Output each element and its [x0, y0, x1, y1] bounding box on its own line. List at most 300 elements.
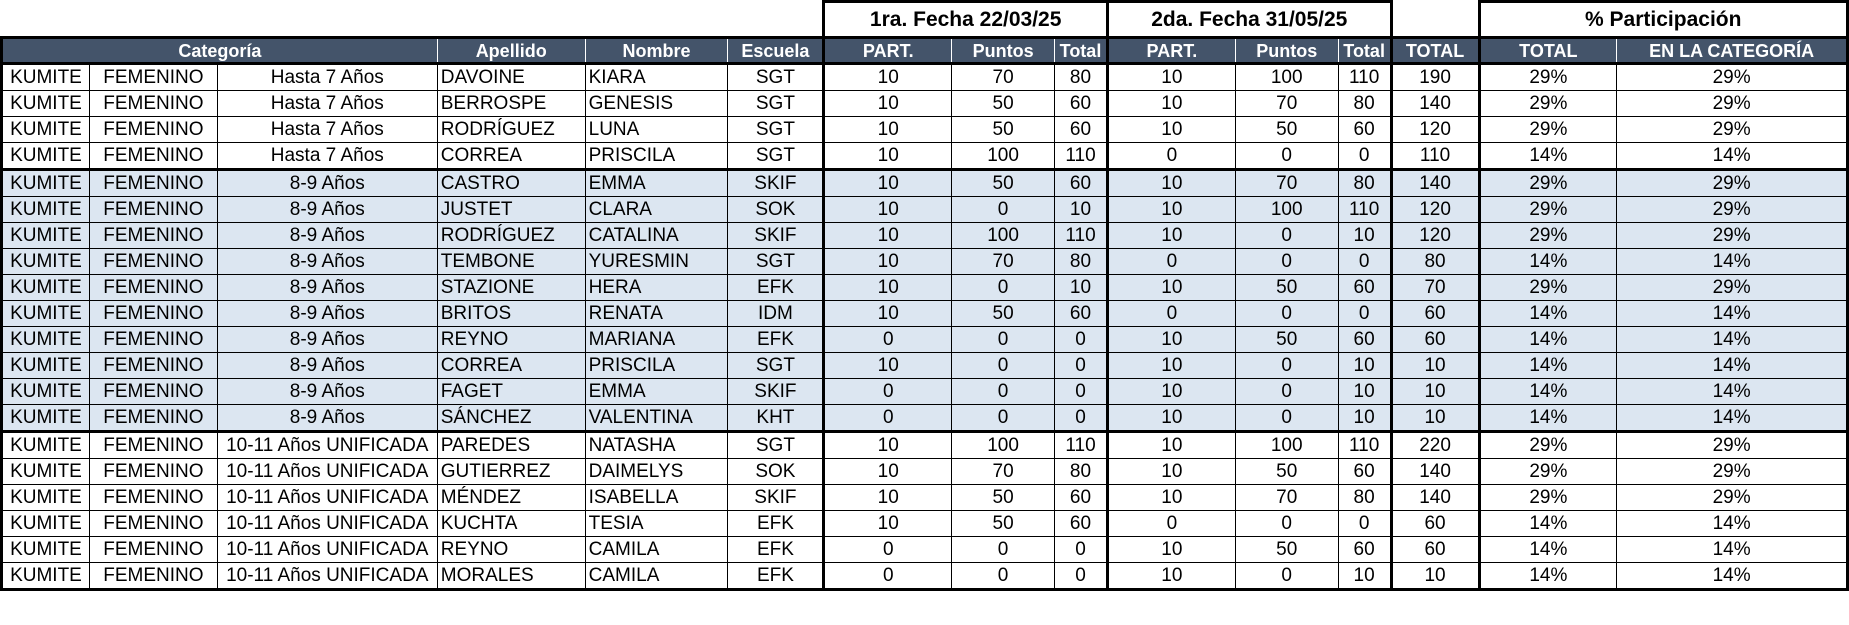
part-2-cell: 10	[1107, 485, 1235, 511]
part-1-cell: 0	[824, 327, 952, 353]
escuela-cell: SKIF	[728, 170, 824, 197]
apellido-cell: RODRÍGUEZ	[437, 223, 585, 249]
puntos-1-cell: 0	[952, 405, 1055, 432]
genero-cell: FEMENINO	[89, 143, 217, 170]
genero-cell: FEMENINO	[89, 301, 217, 327]
apellido-cell: MORALES	[437, 563, 585, 590]
part-2-cell: 10	[1107, 117, 1235, 143]
part-2-cell: 10	[1107, 275, 1235, 301]
total-2-cell: 110	[1338, 64, 1391, 91]
total-1-cell: 110	[1055, 223, 1108, 249]
puntos-2-cell: 50	[1235, 459, 1338, 485]
fecha-2-header: 2da. Fecha 31/05/25	[1107, 2, 1391, 38]
apellido-cell: CORREA	[437, 143, 585, 170]
modalidad-cell: KUMITE	[2, 275, 90, 301]
categoria-cell: 8-9 Años	[217, 275, 437, 301]
total-2-cell: 0	[1338, 143, 1391, 170]
total-2-cell: 110	[1338, 197, 1391, 223]
puntos-1-cell: 100	[952, 432, 1055, 459]
apellido-cell: BRITOS	[437, 301, 585, 327]
escuela-cell: SKIF	[728, 485, 824, 511]
col-escuela: Escuela	[728, 38, 824, 64]
puntos-2-cell: 100	[1235, 197, 1338, 223]
total-cell: 10	[1391, 405, 1479, 432]
apellido-cell: RODRÍGUEZ	[437, 117, 585, 143]
escuela-cell: KHT	[728, 405, 824, 432]
table-row	[2, 275, 1848, 301]
part-2-cell: 10	[1107, 379, 1235, 405]
col-puntos-1: Puntos	[952, 38, 1055, 64]
part-1-cell: 10	[824, 432, 952, 459]
total-1-cell: 0	[1055, 327, 1108, 353]
pct-total-cell: 29%	[1479, 170, 1617, 197]
genero-cell: FEMENINO	[89, 353, 217, 379]
total-1-cell: 60	[1055, 511, 1108, 537]
total-2-cell: 60	[1338, 327, 1391, 353]
total-1-cell: 10	[1055, 197, 1108, 223]
categoria-cell: 8-9 Años	[217, 223, 437, 249]
genero-cell: FEMENINO	[89, 91, 217, 117]
puntos-1-cell: 50	[952, 91, 1055, 117]
pct-total-cell: 29%	[1479, 64, 1617, 91]
part-1-cell: 0	[824, 379, 952, 405]
part-2-cell: 0	[1107, 301, 1235, 327]
part-2-cell: 10	[1107, 563, 1235, 590]
pct-total-cell: 29%	[1479, 91, 1617, 117]
modalidad-cell: KUMITE	[2, 327, 90, 353]
date-header-row	[2, 2, 1848, 38]
nombre-cell: DAIMELYS	[585, 459, 728, 485]
total-cell: 120	[1391, 223, 1479, 249]
part-2-cell: 10	[1107, 327, 1235, 353]
puntos-1-cell: 70	[952, 459, 1055, 485]
total-2-cell: 10	[1338, 563, 1391, 590]
part-1-cell: 10	[824, 197, 952, 223]
col-part-2: PART.	[1107, 38, 1235, 64]
col-categoria: Categoría	[2, 38, 438, 64]
escuela-cell: EFK	[728, 511, 824, 537]
apellido-cell: REYNO	[437, 327, 585, 353]
part-1-cell: 10	[824, 64, 952, 91]
total-1-cell: 60	[1055, 170, 1108, 197]
nombre-cell: VALENTINA	[585, 405, 728, 432]
nombre-cell: CAMILA	[585, 563, 728, 590]
categoria-cell: 10-11 Años UNIFICADA	[217, 459, 437, 485]
genero-cell: FEMENINO	[89, 485, 217, 511]
total-1-cell: 60	[1055, 91, 1108, 117]
escuela-cell: SGT	[728, 143, 824, 170]
part-1-cell: 10	[824, 143, 952, 170]
categoria-cell: Hasta 7 Años	[217, 64, 437, 91]
total-2-cell: 80	[1338, 485, 1391, 511]
puntos-1-cell: 50	[952, 117, 1055, 143]
apellido-cell: DAVOINE	[437, 64, 585, 91]
modalidad-cell: KUMITE	[2, 459, 90, 485]
modalidad-cell: KUMITE	[2, 64, 90, 91]
modalidad-cell: KUMITE	[2, 170, 90, 197]
part-1-cell: 10	[824, 249, 952, 275]
genero-cell: FEMENINO	[89, 459, 217, 485]
part-1-cell: 10	[824, 91, 952, 117]
total-1-cell: 60	[1055, 485, 1108, 511]
modalidad-cell: KUMITE	[2, 143, 90, 170]
total-1-cell: 110	[1055, 432, 1108, 459]
total-1-cell: 80	[1055, 459, 1108, 485]
nombre-cell: CAMILA	[585, 537, 728, 563]
part-1-cell: 0	[824, 537, 952, 563]
table-row	[2, 563, 1848, 590]
part-1-cell: 10	[824, 301, 952, 327]
pct-categoria-cell: 29%	[1617, 197, 1848, 223]
part-1-cell: 0	[824, 405, 952, 432]
total-2-cell: 110	[1338, 432, 1391, 459]
categoria-cell: Hasta 7 Años	[217, 91, 437, 117]
puntos-1-cell: 100	[952, 143, 1055, 170]
categoria-cell: 8-9 Años	[217, 405, 437, 432]
modalidad-cell: KUMITE	[2, 353, 90, 379]
nombre-cell: CLARA	[585, 197, 728, 223]
total-2-cell: 0	[1338, 249, 1391, 275]
categoria-cell: Hasta 7 Años	[217, 143, 437, 170]
escuela-cell: IDM	[728, 301, 824, 327]
modalidad-cell: KUMITE	[2, 117, 90, 143]
puntos-2-cell: 100	[1235, 64, 1338, 91]
total-cell: 110	[1391, 143, 1479, 170]
modalidad-cell: KUMITE	[2, 405, 90, 432]
part-2-cell: 0	[1107, 143, 1235, 170]
col-total: TOTAL	[1391, 38, 1479, 64]
modalidad-cell: KUMITE	[2, 432, 90, 459]
table-row	[2, 64, 1848, 91]
escuela-cell: SKIF	[728, 379, 824, 405]
escuela-cell: EFK	[728, 327, 824, 353]
pct-total-cell: 29%	[1479, 223, 1617, 249]
total-2-cell: 60	[1338, 117, 1391, 143]
nombre-cell: NATASHA	[585, 432, 728, 459]
total-2-cell: 60	[1338, 537, 1391, 563]
categoria-cell: 10-11 Años UNIFICADA	[217, 485, 437, 511]
table-row	[2, 91, 1848, 117]
table-row	[2, 249, 1848, 275]
categoria-cell: 8-9 Años	[217, 170, 437, 197]
puntos-2-cell: 70	[1235, 170, 1338, 197]
total-1-cell: 10	[1055, 275, 1108, 301]
modalidad-cell: KUMITE	[2, 379, 90, 405]
genero-cell: FEMENINO	[89, 275, 217, 301]
pct-total-cell: 14%	[1479, 563, 1617, 590]
pct-categoria-cell: 29%	[1617, 223, 1848, 249]
table-row	[2, 485, 1848, 511]
modalidad-cell: KUMITE	[2, 485, 90, 511]
pct-categoria-cell: 14%	[1617, 563, 1848, 590]
table-row	[2, 117, 1848, 143]
nombre-cell: LUNA	[585, 117, 728, 143]
total-cell: 60	[1391, 327, 1479, 353]
puntos-1-cell: 50	[952, 485, 1055, 511]
total-2-cell: 80	[1338, 91, 1391, 117]
puntos-2-cell: 50	[1235, 117, 1338, 143]
table-row	[2, 511, 1848, 537]
total-2-cell: 0	[1338, 301, 1391, 327]
part-2-cell: 10	[1107, 353, 1235, 379]
part-1-cell: 10	[824, 117, 952, 143]
apellido-cell: JUSTET	[437, 197, 585, 223]
categoria-cell: 8-9 Años	[217, 301, 437, 327]
table-row	[2, 432, 1848, 459]
total-cell: 140	[1391, 485, 1479, 511]
part-1-cell: 10	[824, 170, 952, 197]
pct-total-cell: 14%	[1479, 379, 1617, 405]
genero-cell: FEMENINO	[89, 327, 217, 353]
apellido-cell: SÁNCHEZ	[437, 405, 585, 432]
part-1-cell: 0	[824, 563, 952, 590]
categoria-cell: 8-9 Años	[217, 379, 437, 405]
genero-cell: FEMENINO	[89, 223, 217, 249]
table-row	[2, 170, 1848, 197]
pct-categoria-cell: 29%	[1617, 432, 1848, 459]
total-cell: 10	[1391, 563, 1479, 590]
part-2-cell: 0	[1107, 249, 1235, 275]
total-cell: 140	[1391, 170, 1479, 197]
categoria-cell: 8-9 Años	[217, 327, 437, 353]
total-1-cell: 0	[1055, 537, 1108, 563]
categoria-cell: 8-9 Años	[217, 197, 437, 223]
pct-total-cell: 14%	[1479, 537, 1617, 563]
apellido-cell: GUTIERREZ	[437, 459, 585, 485]
pct-total-cell: 29%	[1479, 275, 1617, 301]
pct-categoria-cell: 29%	[1617, 64, 1848, 91]
puntos-1-cell: 0	[952, 353, 1055, 379]
pct-total-cell: 14%	[1479, 353, 1617, 379]
escuela-cell: SOK	[728, 197, 824, 223]
modalidad-cell: KUMITE	[2, 223, 90, 249]
total-1-cell: 0	[1055, 353, 1108, 379]
total-cell: 140	[1391, 459, 1479, 485]
modalidad-cell: KUMITE	[2, 91, 90, 117]
total-1-cell: 0	[1055, 405, 1108, 432]
pct-categoria-cell: 29%	[1617, 459, 1848, 485]
puntos-2-cell: 0	[1235, 301, 1338, 327]
part-2-cell: 10	[1107, 405, 1235, 432]
total-1-cell: 60	[1055, 301, 1108, 327]
total-cell: 190	[1391, 64, 1479, 91]
puntos-2-cell: 70	[1235, 91, 1338, 117]
part-2-cell: 10	[1107, 459, 1235, 485]
total-2-cell: 10	[1338, 353, 1391, 379]
puntos-2-cell: 50	[1235, 327, 1338, 353]
total-1-cell: 60	[1055, 117, 1108, 143]
pct-categoria-cell: 14%	[1617, 327, 1848, 353]
part-2-cell: 0	[1107, 511, 1235, 537]
nombre-cell: TESIA	[585, 511, 728, 537]
categoria-cell: 8-9 Años	[217, 353, 437, 379]
genero-cell: FEMENINO	[89, 249, 217, 275]
pct-categoria-cell: 29%	[1617, 91, 1848, 117]
pct-total-cell: 29%	[1479, 117, 1617, 143]
escuela-cell: EFK	[728, 275, 824, 301]
table-row	[2, 143, 1848, 170]
col-puntos-2: Puntos	[1235, 38, 1338, 64]
part-1-cell: 10	[824, 459, 952, 485]
genero-cell: FEMENINO	[89, 64, 217, 91]
modalidad-cell: KUMITE	[2, 301, 90, 327]
categoria-cell: 10-11 Años UNIFICADA	[217, 511, 437, 537]
part-1-cell: 10	[824, 353, 952, 379]
genero-cell: FEMENINO	[89, 511, 217, 537]
total-1-cell: 80	[1055, 249, 1108, 275]
table-row	[2, 197, 1848, 223]
nombre-cell: PRISCILA	[585, 143, 728, 170]
pct-categoria-cell: 29%	[1617, 275, 1848, 301]
nombre-cell: EMMA	[585, 170, 728, 197]
total-cell: 60	[1391, 511, 1479, 537]
categoria-cell: 8-9 Años	[217, 249, 437, 275]
genero-cell: FEMENINO	[89, 563, 217, 590]
total-2-cell: 60	[1338, 459, 1391, 485]
puntos-2-cell: 0	[1235, 405, 1338, 432]
total-cell: 70	[1391, 275, 1479, 301]
genero-cell: FEMENINO	[89, 170, 217, 197]
fecha-1-header: 1ra. Fecha 22/03/25	[824, 2, 1108, 38]
apellido-cell: FAGET	[437, 379, 585, 405]
col-pct-total: TOTAL	[1479, 38, 1617, 64]
table-row	[2, 223, 1848, 249]
pct-categoria-cell: 14%	[1617, 143, 1848, 170]
nombre-cell: CATALINA	[585, 223, 728, 249]
modalidad-cell: KUMITE	[2, 537, 90, 563]
puntos-2-cell: 50	[1235, 537, 1338, 563]
puntos-1-cell: 0	[952, 537, 1055, 563]
puntos-1-cell: 70	[952, 249, 1055, 275]
total-2-cell: 10	[1338, 223, 1391, 249]
apellido-cell: REYNO	[437, 537, 585, 563]
table-row	[2, 353, 1848, 379]
pct-total-cell: 14%	[1479, 405, 1617, 432]
apellido-cell: BERROSPE	[437, 91, 585, 117]
col-total-1: Total	[1055, 38, 1108, 64]
total-cell: 80	[1391, 249, 1479, 275]
pct-total-cell: 14%	[1479, 143, 1617, 170]
table-row	[2, 301, 1848, 327]
part-2-cell: 10	[1107, 91, 1235, 117]
total-1-cell: 110	[1055, 143, 1108, 170]
total-cell: 10	[1391, 379, 1479, 405]
table-row	[2, 379, 1848, 405]
genero-cell: FEMENINO	[89, 197, 217, 223]
total-2-cell: 10	[1338, 405, 1391, 432]
genero-cell: FEMENINO	[89, 117, 217, 143]
total-1-cell: 0	[1055, 379, 1108, 405]
puntos-2-cell: 0	[1235, 223, 1338, 249]
pct-categoria-cell: 29%	[1617, 485, 1848, 511]
escuela-cell: SOK	[728, 459, 824, 485]
pct-categoria-cell: 14%	[1617, 353, 1848, 379]
column-header-row	[2, 38, 1848, 64]
col-pct-categoria: EN LA CATEGORÍA	[1617, 38, 1848, 64]
pct-categoria-cell: 29%	[1617, 117, 1848, 143]
nombre-cell: RENATA	[585, 301, 728, 327]
escuela-cell: SKIF	[728, 223, 824, 249]
genero-cell: FEMENINO	[89, 537, 217, 563]
col-part-1: PART.	[824, 38, 952, 64]
total-cell: 10	[1391, 353, 1479, 379]
puntos-1-cell: 0	[952, 379, 1055, 405]
escuela-cell: SGT	[728, 117, 824, 143]
col-nombre: Nombre	[585, 38, 728, 64]
pct-total-cell: 14%	[1479, 301, 1617, 327]
modalidad-cell: KUMITE	[2, 249, 90, 275]
escuela-cell: SGT	[728, 432, 824, 459]
categoria-cell: 10-11 Años UNIFICADA	[217, 432, 437, 459]
total-cell: 220	[1391, 432, 1479, 459]
modalidad-cell: KUMITE	[2, 563, 90, 590]
table-row	[2, 327, 1848, 353]
pct-categoria-cell: 29%	[1617, 170, 1848, 197]
part-2-cell: 10	[1107, 432, 1235, 459]
participacion-header: % Participación	[1479, 2, 1848, 38]
total-cell: 140	[1391, 91, 1479, 117]
puntos-1-cell: 50	[952, 170, 1055, 197]
nombre-cell: KIARA	[585, 64, 728, 91]
puntos-2-cell: 100	[1235, 432, 1338, 459]
nombre-cell: YURESMIN	[585, 249, 728, 275]
puntos-1-cell: 0	[952, 327, 1055, 353]
pct-categoria-cell: 14%	[1617, 379, 1848, 405]
col-apellido: Apellido	[437, 38, 585, 64]
part-1-cell: 10	[824, 485, 952, 511]
puntos-1-cell: 0	[952, 275, 1055, 301]
nombre-cell: MARIANA	[585, 327, 728, 353]
nombre-cell: HERA	[585, 275, 728, 301]
apellido-cell: PAREDES	[437, 432, 585, 459]
puntos-1-cell: 50	[952, 511, 1055, 537]
puntos-1-cell: 0	[952, 197, 1055, 223]
pct-categoria-cell: 14%	[1617, 249, 1848, 275]
escuela-cell: SGT	[728, 353, 824, 379]
part-2-cell: 10	[1107, 537, 1235, 563]
part-2-cell: 10	[1107, 64, 1235, 91]
part-1-cell: 10	[824, 511, 952, 537]
puntos-1-cell: 0	[952, 563, 1055, 590]
puntos-2-cell: 50	[1235, 275, 1338, 301]
genero-cell: FEMENINO	[89, 405, 217, 432]
escuela-cell: EFK	[728, 537, 824, 563]
pct-total-cell: 29%	[1479, 197, 1617, 223]
apellido-cell: CORREA	[437, 353, 585, 379]
escuela-cell: SGT	[728, 249, 824, 275]
escuela-cell: SGT	[728, 64, 824, 91]
apellido-cell: STAZIONE	[437, 275, 585, 301]
part-2-cell: 10	[1107, 223, 1235, 249]
escuela-cell: SGT	[728, 91, 824, 117]
puntos-1-cell: 100	[952, 223, 1055, 249]
categoria-cell: 10-11 Años UNIFICADA	[217, 563, 437, 590]
total-2-cell: 0	[1338, 511, 1391, 537]
col-total-2: Total	[1338, 38, 1391, 64]
puntos-2-cell: 70	[1235, 485, 1338, 511]
total-cell: 120	[1391, 117, 1479, 143]
table-row	[2, 405, 1848, 432]
apellido-cell: MÉNDEZ	[437, 485, 585, 511]
nombre-cell: PRISCILA	[585, 353, 728, 379]
modalidad-cell: KUMITE	[2, 511, 90, 537]
puntos-2-cell: 0	[1235, 563, 1338, 590]
apellido-cell: KUCHTA	[437, 511, 585, 537]
modalidad-cell: KUMITE	[2, 197, 90, 223]
nombre-cell: ISABELLA	[585, 485, 728, 511]
total-2-cell: 10	[1338, 379, 1391, 405]
pct-total-cell: 29%	[1479, 459, 1617, 485]
